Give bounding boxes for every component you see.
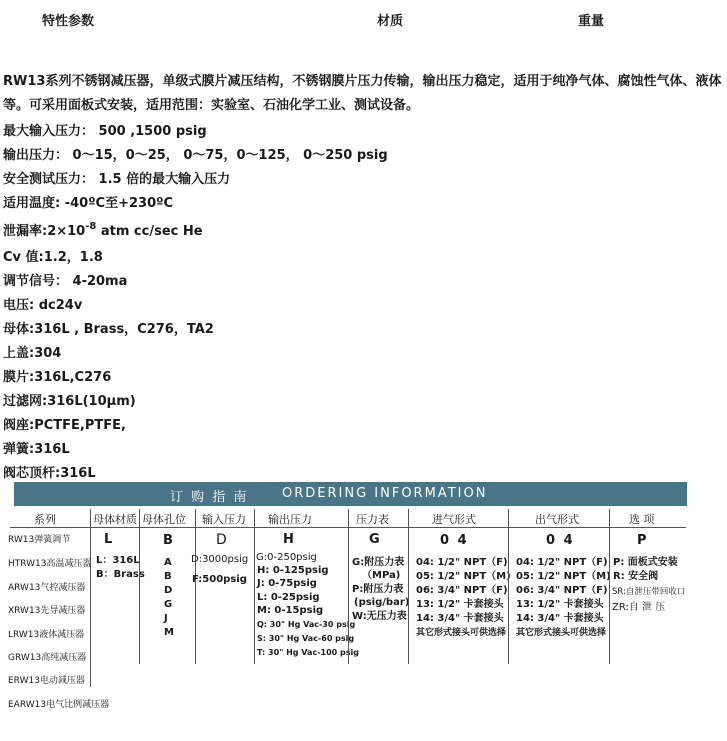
divider [609,509,610,527]
col-input: 输入压力 [202,513,246,526]
series-grw13: GRW13高纯减压器 [8,653,87,663]
port-b: B [164,571,172,582]
spec-safety-pressure: 安全测试压力： 1.5 倍的最大输入压力 [3,172,231,187]
outlet-13: 13: 1/2" 卡套接头 [516,599,604,610]
output-m: M: 0-15psig [257,605,324,616]
col-outlet: 出气形式 [535,513,579,526]
tab-specs[interactable]: 特性参数 [42,14,95,29]
spec-stem: 阀芯顶杆:316L [3,466,96,481]
divider [254,509,255,527]
divider [508,527,509,664]
inlet-04: 04: 1/2" NPT（F) [416,557,508,568]
spec-filter: 过滤网:316L(10μm) [3,394,136,409]
gauge-mpa: （MPa) [362,570,401,581]
output-q: Q: 30" Hg Vac-30 psig [257,620,356,629]
spec-leak-rate [3,220,203,239]
divider [408,527,409,664]
option-p: P: 面板式安装 [613,557,678,568]
divider [348,509,349,527]
outlet-code: 0 4 [546,533,575,548]
leak-rate-exponent: -8 [85,221,97,232]
divider [348,527,349,664]
divider [195,527,196,664]
gauge-code: G [369,532,380,547]
divider [90,509,91,527]
outlet-other: 其它形式接头可供选择 [516,628,607,638]
output-j: J: 0-75psig [257,578,317,589]
ordering-header [14,482,687,506]
col-output: 输出压力 [268,513,312,526]
series-lrw13: LRW13液体减压器 [8,630,85,640]
option-zr: ZR:自 泄 压 [612,602,666,613]
divider [90,527,91,687]
input-500: F:500psig [192,574,247,585]
output-code: H [283,532,294,547]
port-j: J [164,613,168,624]
outlet-04: 04: 1/2" NPT（F) [516,557,608,568]
output-l: L: 0-25psig [257,592,320,603]
inlet-other: 其它形式接头可供选择 [416,628,507,638]
divider [408,509,409,527]
ports-code: B [163,533,173,548]
ordering-title-cn: 订 购 指 南 [170,490,249,505]
leak-rate-base: 泄漏率:2×10 [3,224,86,239]
spec-signal: 调节信号： 4-20ma [3,274,128,289]
series-earw13: EARW13电气比例减压器 [8,700,110,710]
port-a: A [164,557,172,568]
output-g: G:0-250psig [256,552,317,563]
series-xrw13: XRW13先导减压器 [8,606,86,616]
spec-max-input: 最大输入压力： 500 ,1500 psig [3,124,207,139]
col-material: 母体材质 [93,513,137,526]
material-316l: L：316L [96,555,140,566]
series-arw13: ARW13气控减压器 [8,583,86,593]
gauge-g: G:附压力表 [352,557,405,568]
outlet-06: 06: 3/4" NPT（F) [516,585,608,596]
output-s: S: 30" Hg Vac-60 psig [257,634,355,643]
gauge-psig-bar: (psig/bar) [354,597,410,608]
inlet-14: 14: 3/4" 卡套接头 [416,613,504,624]
inlet-code: 0 4 [440,533,469,548]
inlet-13: 13: 1/2" 卡套接头 [416,599,504,610]
col-series: 系列 [34,513,56,526]
option-r: R: 安全阀 [613,571,659,582]
spec-body: 母体:316L , Brass，C276，TA2 [3,322,214,337]
gauge-w: W:无压力表 [352,611,407,622]
port-g: G [164,599,173,610]
series-erw13: ERW13电动减压器 [8,676,85,686]
spec-output-pressure: 输出压力： 0～15，0～25， 0～75，0～125， 0～250 psig [3,148,388,163]
divider [609,527,610,664]
inlet-05: 05: 1/2" NPT（M) [416,571,511,582]
input-3000: D:3000psig [191,554,249,565]
series-htrw13: HTRW13高温减压器 [8,559,92,569]
port-m: M [164,627,174,638]
col-inlet: 进气形式 [432,513,476,526]
ordering-title-en: ORDERING INFORMATION [282,486,488,501]
port-d: D [164,585,173,596]
output-t: T: 30" Hg Vac-100 psig [257,648,359,657]
material-code: L [104,532,113,547]
spec-voltage: 电压: dc24v [3,298,83,313]
divider [139,527,140,664]
tab-material[interactable]: 材质 [377,14,404,29]
tab-weight[interactable]: 重量 [578,14,605,29]
output-h: H: 0-125psig [257,565,329,576]
spec-spring: 弹簧:316L [3,442,70,457]
gauge-p: P:附压力表 [352,584,404,595]
material-brass: B：Brass [96,569,145,580]
divider [508,509,509,527]
spec-cv: Cv 值:1.2，1.8 [3,250,103,265]
spec-diaphragm: 膜片:316L,C276 [3,370,112,385]
spec-cap: 上盖:304 [3,346,62,361]
col-options: 选 项 [629,513,655,526]
spec-temperature: 适用温度: -40ºC至+230ºC [3,196,173,211]
divider [139,509,140,527]
spec-seat: 阀座:PCTFE,PTFE, [3,418,126,433]
col-ports: 母体孔位 [142,513,186,526]
outlet-14: 14: 3/4" 卡套接头 [516,613,604,624]
series-rw13: RW13弹簧调节 [8,535,71,545]
leak-rate-unit: atm cc/sec He [96,224,203,239]
divider [254,527,255,664]
option-sr: SR:自泄压带回收口 [612,587,686,597]
col-gauge: 压力表 [356,513,389,526]
product-description: RW13系列不锈钢减压器，单级式膜片减压结构，不锈钢膜片压力传输，输出压力稳定，适用于纯净气体、腐蚀性气体、液体等。可采用面板式安装，适用范围：实验室、石油化学工业、测试设备。 [3,74,722,113]
input-code: D [216,532,227,548]
inlet-06: 06: 3/4" NPT（F) [416,585,508,596]
divider [195,509,196,527]
tab-bar [0,10,727,30]
outlet-05: 05: 1/2" NPT（M) [516,571,611,582]
options-code: P [637,533,647,548]
